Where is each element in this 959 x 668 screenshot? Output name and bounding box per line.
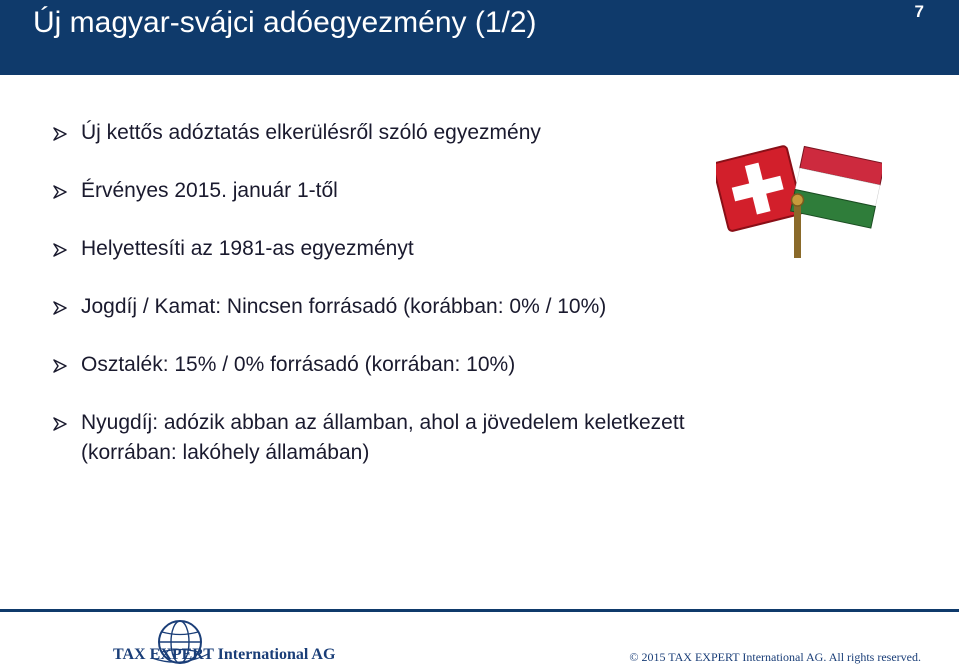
bullet-item xyxy=(51,350,871,380)
title-bar xyxy=(0,0,959,75)
arrowhead-bullet-icon xyxy=(53,359,67,373)
copyright-notice: © 2015 TAX EXPERT International AG. All rights reserved. xyxy=(629,650,921,664)
footer-divider xyxy=(0,609,959,612)
bullet-text: Helyettesíti az 1981-as egyezményt xyxy=(81,237,414,260)
bullet-text-continuation: (korrában: lakóhely államában) xyxy=(81,441,370,464)
bullet-text: Érvényes 2015. január 1-től xyxy=(81,179,338,202)
bullet-text: Jogdíj / Kamat: Nincsen forrásadó (korábban: 0% / 10%) xyxy=(81,295,607,318)
swiss-hungarian-flag-pin-icon xyxy=(716,140,882,258)
bullet-item xyxy=(51,292,871,322)
arrowhead-bullet-icon xyxy=(53,127,67,141)
page-number: 7 xyxy=(914,2,924,21)
bullet-text: Új kettős adóztatás elkerülésről szóló egyezmény xyxy=(81,121,541,144)
arrowhead-bullet-icon xyxy=(53,185,67,199)
arrowhead-bullet-icon xyxy=(53,243,67,257)
arrowhead-bullet-icon xyxy=(53,301,67,315)
bullet-text: Osztalék: 15% / 0% forrásadó (korrában: 10%) xyxy=(81,353,516,376)
bullet-item xyxy=(51,408,871,468)
company-name: TAX EXPERT International AG xyxy=(113,646,336,663)
bullet-text: Nyugdíj: adózik abban az államban, ahol a jövedelem keletkezett xyxy=(81,411,685,434)
arrowhead-bullet-icon xyxy=(53,417,67,431)
slide-title: Új magyar-svájci adóegyezmény (1/2) xyxy=(33,6,537,39)
